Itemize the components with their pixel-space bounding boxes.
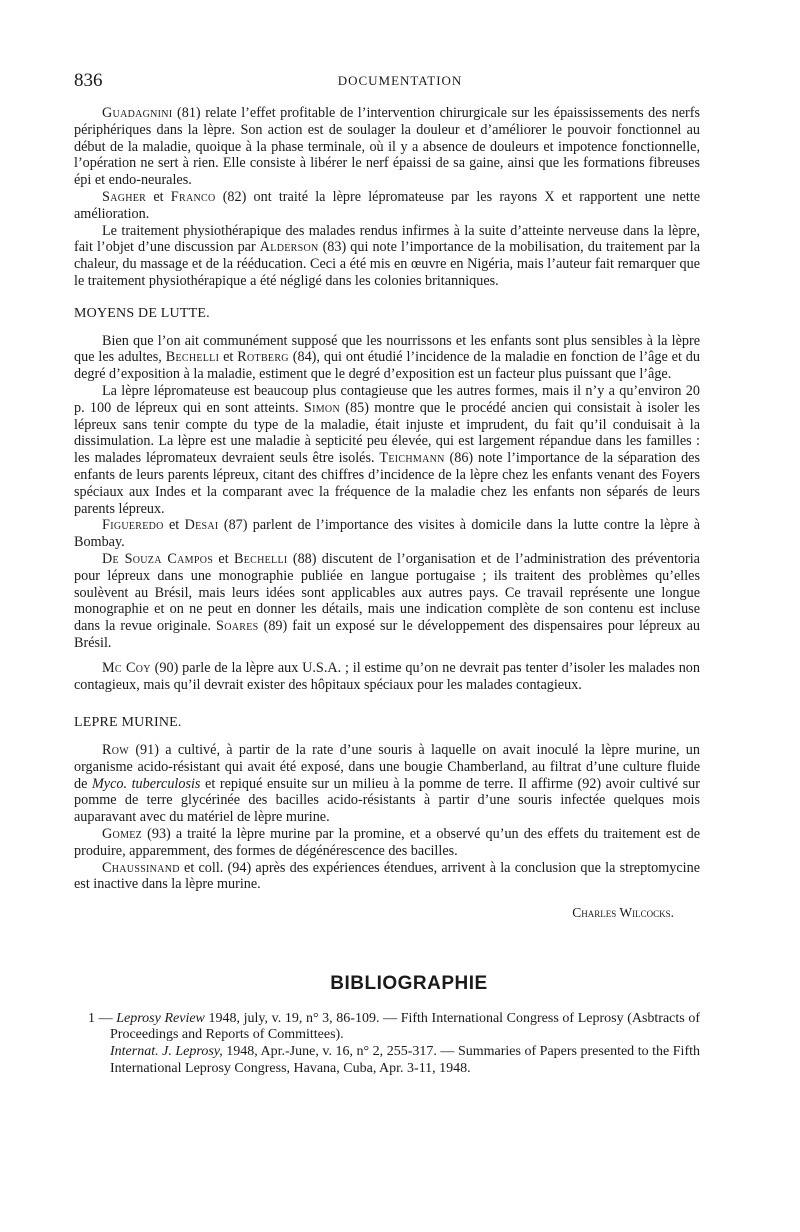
paragraph-text: Bien que l’on ait communément supposé que les nourrissons et les enfants sont plus sensibles à la lèpre que les adultes, xyxy=(74,332,700,366)
paragraph-de-souza-campos xyxy=(74,551,700,652)
paragraph-text: (88) discutent de l’organisation et de l’administration des préventoria pour lépreux dans une monographie publiée en langue portugaise ; ils traitent des problèmes qu’elles soulèvent au Brésil, mais leurs idées sont applicables aux autres pays. Ce travail représente une longue monographie et on ne peut en donner les détails, mais une indication complète de son contenu est incluse dans la revue originale. xyxy=(74,550,700,635)
author-name: Bechelli xyxy=(233,550,288,567)
author-name: Bechelli xyxy=(165,349,220,366)
paragraph-text: (84), qui ont étudié l’incidence de la maladie en fonction de l’âge et du degré d’exposition à la maladie, estiment que le degré d’exposition est un facteur plus puissant que l’âge. xyxy=(74,349,700,383)
author-name: Franco xyxy=(170,188,216,205)
paragraph-text: (87) parlent de l’importance des visites à domicile dans la lutte contre la lèpre à Bombay. xyxy=(74,517,700,551)
running-title: DOCUMENTATION xyxy=(337,73,463,88)
author-name: Figueredo xyxy=(102,517,164,534)
paragraph-text: Le traitement physiothérapique des malades rendus infirmes à la suite d’atteinte nerveuse dans la lèpre, fait l’objet d’une discussion par xyxy=(74,222,700,256)
paragraph-text: (82) ont traité la lèpre lépromateuse par les rayons X et rapportent une nette amélioration. xyxy=(74,188,700,222)
paragraph-text: (85) montre que le procédé ancien qui consistait à isoler les lépreux sans tenir compte du type de la maladie, était injuste et imprudent, du fait qu’il conduisait à la dissimulation. La lèpre est une maladie à septicité peu élevée, qui est largement répandue dans les familles : les malades lépromateux devraient seuls être isolés. xyxy=(74,399,700,467)
paragraph-figueredo xyxy=(74,517,700,551)
paragraph-text: (90) parle de la lèpre aux U.S.A. ; il estime qu’on ne devrait pas tenter d’isoler les malades non contagieux, mais qu’il devrait exister des hôpitaux spéciaux pour les malades contagieux. xyxy=(74,659,700,693)
bibliography-entry-continued xyxy=(88,1044,700,1077)
author-name: Alderson xyxy=(259,239,319,256)
author-name: Chaussinand xyxy=(102,859,180,876)
author-name: De Souza Campos xyxy=(102,550,214,567)
paragraph-mc-coy xyxy=(74,660,700,694)
author-name: Desai xyxy=(184,517,219,534)
page-header xyxy=(74,70,726,90)
paragraph-row xyxy=(74,742,700,826)
paragraph-text: (91) a cultivé, à partir de la rate d’une souris à laquelle on avait inoculé la lèpre murine, un organisme acido-résistant qui avait été exposé, dans une bougie Chamberland, au filtrat d’une culture fluide de xyxy=(74,742,700,792)
author-name: Row xyxy=(102,742,130,759)
paragraph-text: (89) fait un exposé sur le développement des dispensaires pour lépreux au Brésil. xyxy=(74,618,700,651)
section-heading-lepre-murine: LEPRE MURINE. xyxy=(74,715,182,731)
author-name: Teichmann xyxy=(379,450,445,467)
author-signature: Charles Wilcocks. xyxy=(572,905,674,921)
reference-number: 1 — xyxy=(88,1010,117,1026)
paragraph-physiotherapy xyxy=(74,223,700,290)
document-body xyxy=(74,105,700,1077)
paragraph-text: et repiqué ensuite sur un milieu à la pomme de terre. Il affirme (92) avoir cultivé sur pomme de terre glycérinée des bacilles acido-résistants à partir d’une souris infectée quelques mois auparavant avec du matériel de lèpre murine. xyxy=(74,775,700,826)
conjunction: et xyxy=(163,517,185,534)
journal-title: Leprosy Review xyxy=(116,1010,205,1026)
paragraph-text: La lèpre lépromateuse est beaucoup plus contagieuse que les autres formes, mais il n’y a qu’environ 20 p. 100 de lépreux qui en sont atteints. xyxy=(74,382,700,416)
paragraph-text: (86) note l’importance de la séparation des enfants de leurs parents lépreux, citant des chiffres d’incidence de la lèpre chez les enfants venant des Foyers spéciaux aux Indes et la comparant avec la fréquence de la maladie chez les enfants non séparés de leurs parents lépreux. xyxy=(74,450,700,517)
paragraph-bechelli xyxy=(74,333,700,383)
journal-title: Internat. J. Leprosy, xyxy=(110,1044,223,1060)
author-name: Simon xyxy=(303,399,340,416)
author-name: Soares xyxy=(216,618,259,635)
conjunction: et xyxy=(213,550,234,567)
author-name: Sagher xyxy=(102,188,147,205)
author-name: Gomez xyxy=(102,826,143,843)
conjunction: et xyxy=(219,349,238,366)
paragraph-guadagnini xyxy=(74,105,700,189)
bibliography-heading: BIBLIOGRAPHIE xyxy=(330,973,488,995)
author-name: Guadagnini xyxy=(102,105,173,121)
paragraph-sagher xyxy=(74,189,700,223)
reference-text: 1948, july, v. 19, n° 3, 86-109. — Fifth International Congress of Leprosy (Asbtracts of Proceedings and Reports of Committees). xyxy=(110,1010,701,1043)
paragraph-text: (83) qui note l’importance de la mobilisation, du traitement par la chaleur, du massage et de la rééducation. Ceci a été mis en œuvre en Nigéria, mais l’auteur fait remarquer que le traitement physiothérapique a été négligé dans les colonies britanniques. xyxy=(74,239,700,289)
bibliography-entry xyxy=(88,1011,700,1044)
author-name: Mc Coy xyxy=(102,659,151,676)
paragraph-gomez xyxy=(74,826,700,860)
paragraph-text: et coll. (94) après des expériences étendues, arrivent à la conclusion que la streptomycine est inactive dans la lèpre murine. xyxy=(74,859,700,893)
paragraph-text: (93) a traité la lèpre murine par la promine, et a observé qu’un des effets du traitement est de produire, apparemment, des formes de dégénérescence des bacilles. xyxy=(74,826,700,859)
reference-text: 1948, Apr.-June, v. 16, n° 2, 255-317. — Summaries of Papers presented to the Fifth International Leprosy Congress, Havana, Cuba, Apr. 3-11, 1948. xyxy=(110,1044,701,1076)
author-name: Rotberg xyxy=(237,349,289,366)
page-number: 836 xyxy=(74,70,103,91)
section-heading-moyens: MOYENS DE LUTTE. xyxy=(74,305,210,321)
paragraph-lepromateuse xyxy=(74,383,700,517)
paragraph-text: (81) relate l’effet profitable de l’intervention chirurgicale sur les épaississements des nerfs périphériques dans la lèpre. Son action est de soulager la douleur et d’améliorer le pouvoir fonctionnel au début de la maladie, quoique à la phase terminale, où il y a absence de douleurs et impotence fonctionnelle, l’opération ne sert à rien. Elle consiste à libérer le nerf épaissi de sa gaine, ainsi que les formations fibreuses épi et endo-neurales. xyxy=(74,105,700,189)
species-name: Myco. tuberculosis xyxy=(91,775,201,792)
paragraph-chaussinand xyxy=(74,860,700,894)
conjunction: et xyxy=(146,188,171,205)
